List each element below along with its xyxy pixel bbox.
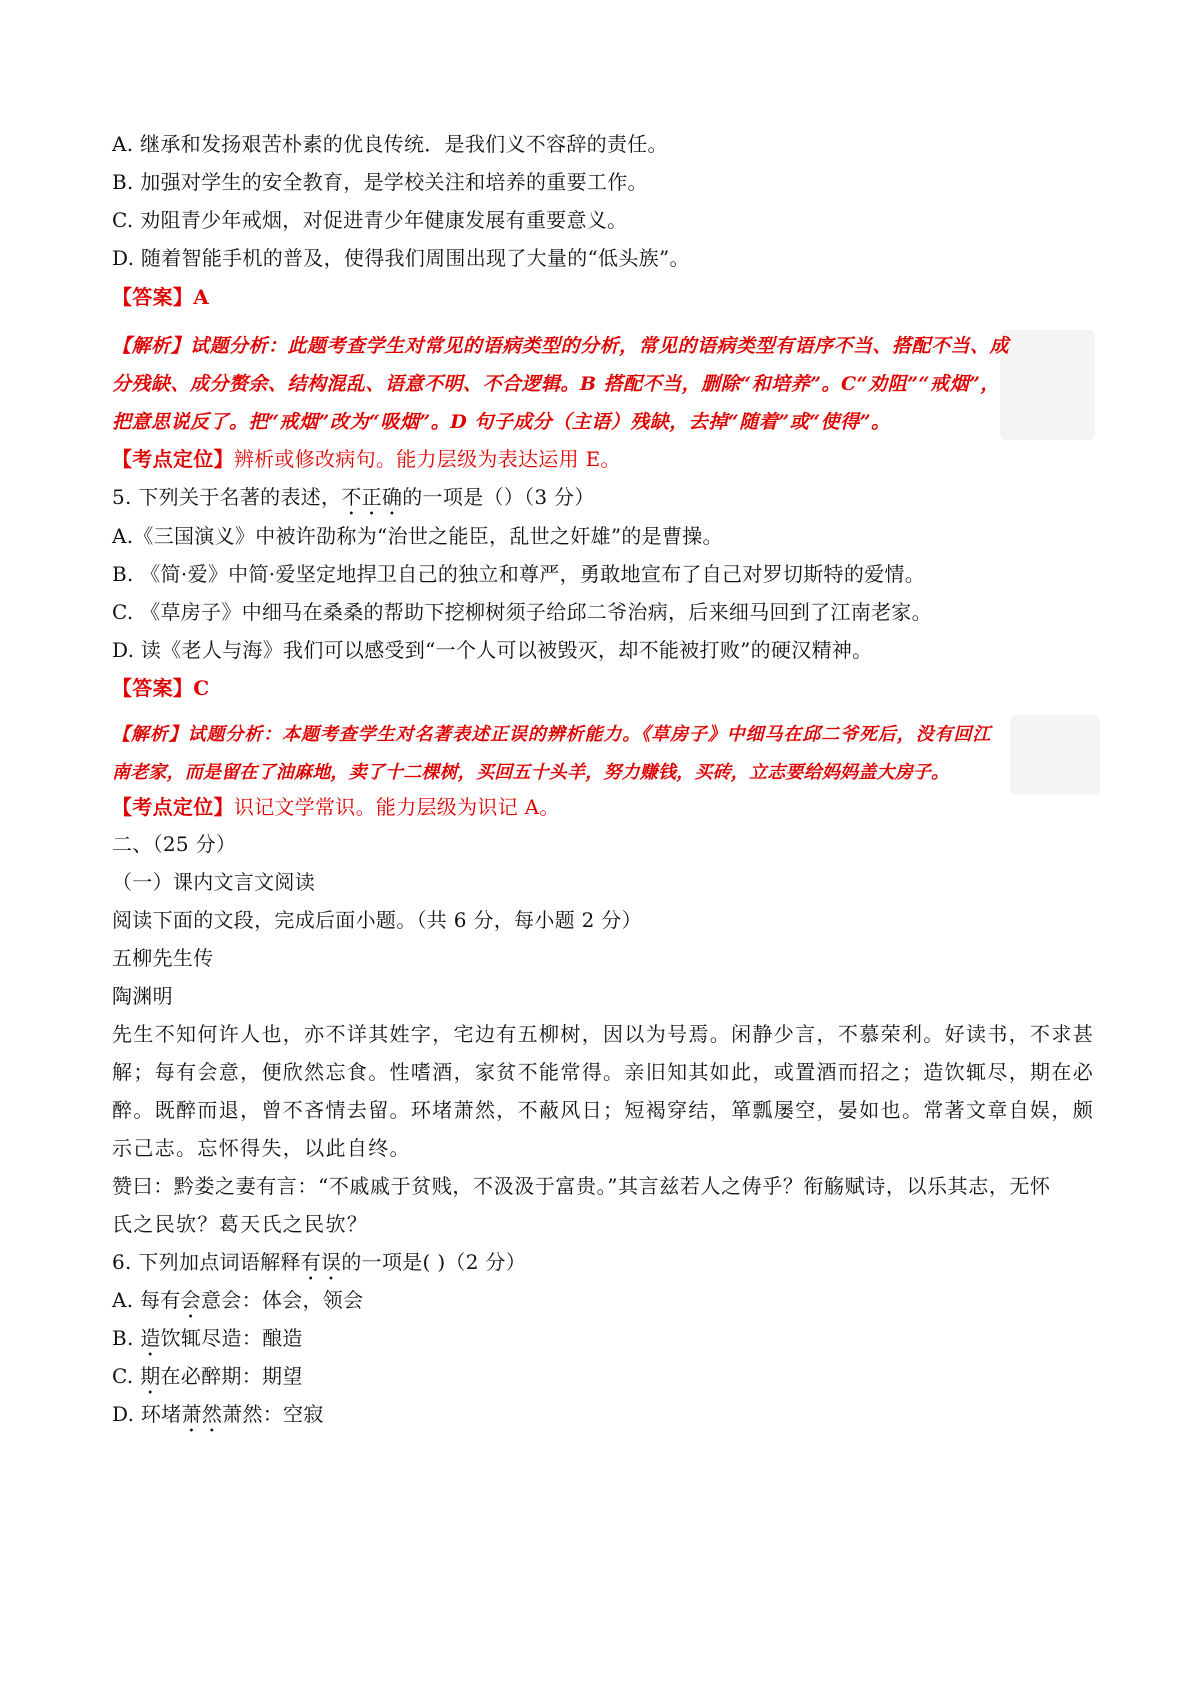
q6-stem: 6. 下列加点词语解释有误的一项是( )（2 分） — [112, 1250, 527, 1274]
emphasis-dots: 不正确 — [341, 485, 403, 509]
analysis-label: 【解析】 — [112, 724, 188, 745]
q4-answer — [112, 283, 209, 311]
passage-line-6: 氏之民欤？葛天氏之民欤？ — [112, 1212, 369, 1236]
q6-option-d: D. 环堵萧然萧然：空寂 — [112, 1402, 324, 1426]
q5-analysis-line-1: 【解析】试题分析：本题考查学生对名著表述正误的辨析能力。《草房子》中细马在邱二爷死后，没有回江 — [112, 724, 992, 745]
section-sub-heading: （一）课内文言文阅读 — [112, 870, 315, 894]
q5-option-b: B. 《简·爱》中简·爱坚定地捍卫自己的独立和尊严，勇敢地宣布了自己对罗切斯特的爱情。 — [112, 562, 926, 586]
answer-label: 【答案】 — [112, 285, 194, 309]
passage-line-5: 赞曰：黔娄之妻有言：“不戚戚于贫贱，不汲汲于富贵。”其言兹若人之俦乎？衔觞赋诗，以乐其志，无怀 — [112, 1174, 1051, 1198]
emphasis-dots: 萧然 — [181, 1402, 223, 1426]
emphasis-dots: 会 — [180, 1288, 201, 1312]
q4-option-b: B. 加强对学生的安全教育，是学校关注和培养的重要工作。 — [112, 170, 648, 194]
q4-analysis-line-2: 分残缺、成分赘余、结构混乱、语意不明、不合逻辑。B 搭配不当，删除“和培养”。C“劝阻”“戒烟”， — [112, 373, 1000, 395]
answer-value: A — [193, 285, 210, 309]
q4-point — [112, 445, 621, 473]
q4-analysis-line-1: 【解析】试题分析：此题考查学生对常见的语病类型的分析，常见的语病类型有语序不当、搭配不当、成 — [112, 335, 1010, 357]
passage-title: 五柳先生传 — [112, 946, 214, 970]
point-text: 识记文学常识。能力层级为识记 A。 — [233, 795, 560, 819]
q5-point — [112, 793, 560, 821]
q5-analysis-line-2: 南老家，而是留在了油麻地，卖了十二棵树，买回五十头羊，努力赚钱，买砖，立志要给妈妈盖大房子。 — [112, 762, 950, 783]
q5-option-c: C. 《草房子》中细马在桑桑的帮助下挖柳树须子给邱二爷治病，后来细马回到了江南老家。 — [112, 600, 932, 624]
analysis-label: 【解析】 — [112, 335, 191, 357]
point-label: 【考点定位】 — [112, 447, 234, 471]
q5-option-a: A.《三国演义》中被许劭称为“治世之能臣，乱世之奸雄”的是曹操。 — [112, 524, 723, 548]
q6-option-a: A. 每有会意会：体会，领会 — [112, 1288, 364, 1312]
q5-option-d: D. 读《老人与海》我们可以感受到“一个人可以被毁灭，却不能被打败”的硬汉精神。 — [112, 638, 873, 662]
answer-label: 【答案】 — [112, 676, 194, 700]
passage-line-4: 示己志。忘怀得失，以此自终。 — [112, 1136, 411, 1160]
q6-option-c: C. 期在必醉期：期望 — [112, 1364, 303, 1388]
emphasis-dots: 造 — [140, 1326, 161, 1350]
emphasis-dots: 期 — [140, 1364, 161, 1388]
q4-option-a: A. 继承和发扬艰苦朴素的优良传统．是我们义不容辞的责任。 — [112, 132, 668, 156]
passage-line-2: 解；每有会意，便欣然忘食。性嗜酒，家贫不能常得。亲旧知其如此，或置酒而招之；造饮辄尽，期在必 — [112, 1060, 1095, 1084]
emphasis-dots: 有误 — [300, 1250, 342, 1274]
answer-value: C — [193, 676, 210, 700]
point-text: 辨析或修改病句。能力层级为表达运用 E。 — [233, 447, 621, 471]
q6-option-b: B. 造饮辄尽造：酿造 — [112, 1326, 303, 1350]
point-label: 【考点定位】 — [112, 795, 234, 819]
passage-line-3: 醉。既醉而退，曾不吝情去留。环堵萧然，不蔽风日；短褐穿结，箪瓢屡空，晏如也。常著文章自娱，颇 — [112, 1098, 1095, 1122]
q4-analysis-line-3: 把意思说反了。把“戒烟”改为“吸烟”。D 句子成分（主语）残缺，去掉“随着”或“使得”。 — [112, 411, 891, 433]
section-heading: 二、（25 分） — [112, 832, 237, 856]
section-instruction: 阅读下面的文段，完成后面小题。（共 6 分，每小题 2 分） — [112, 908, 642, 932]
passage-line-1: 先生不知何许人也，亦不详其姓字，宅边有五柳树，因以为号焉。闲静少言，不慕荣利。好读书，不求甚 — [112, 1022, 1095, 1046]
q5-stem: 5. 下列关于名著的表述，不正确的一项是（）（3 分） — [112, 485, 595, 509]
passage-author: 陶渊明 — [112, 984, 173, 1008]
q4-option-c: C. 劝阻青少年戒烟，对促进青少年健康发展有重要意义。 — [112, 208, 628, 232]
q5-answer — [112, 674, 209, 702]
q4-option-d: D. 随着智能手机的普及，使得我们周围出现了大量的“低头族”。 — [112, 246, 690, 270]
